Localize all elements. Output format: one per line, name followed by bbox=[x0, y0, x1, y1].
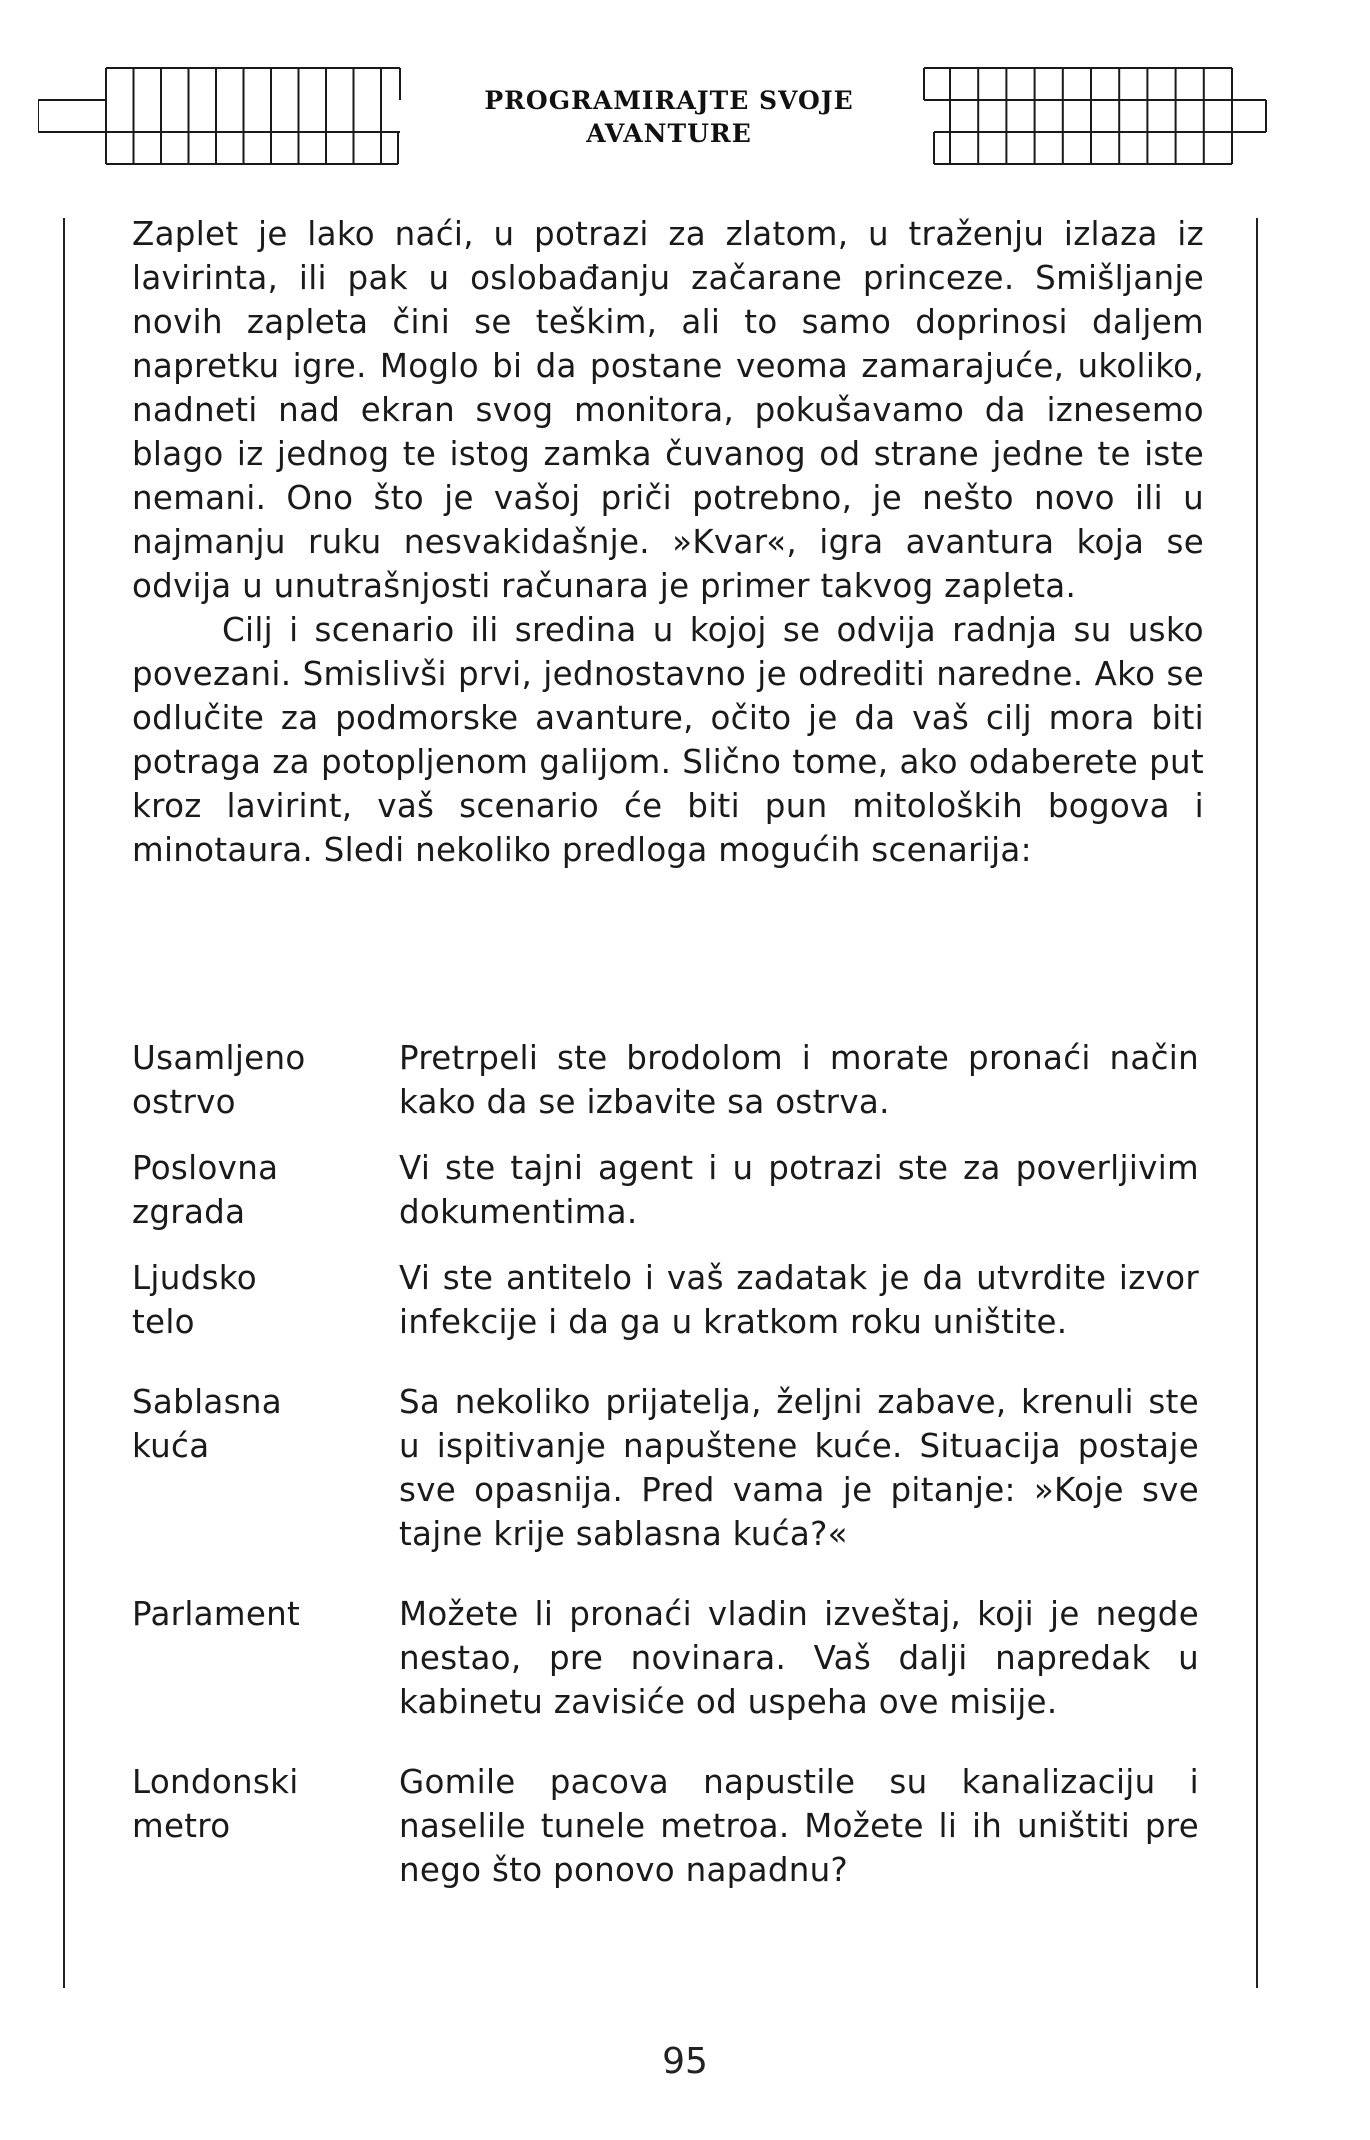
scenario-item bbox=[132, 1256, 1212, 1344]
scenario-description: Sa nekoliko prijatelja, željni zabave, krenuli ste u ispitivanje napuštene kuće. Situacija postaje sve opasnija. Pred vama je pitanje: »Koje sve tajne krije sablasna kuća?« bbox=[399, 1383, 1199, 1553]
scenario-name-line: Londonski bbox=[132, 1763, 299, 1801]
scenario-name bbox=[132, 1146, 399, 1234]
scenario-name bbox=[132, 1380, 399, 1468]
scenario-name bbox=[132, 1592, 399, 1636]
paragraph-goal-scenario: Cilj i scenario ili sredina u kojoj se odvija radnja su usko povezani. Smislivši prvi, jednostavno je odrediti naredne. Ako se odlučite za podmorske avanture, očito je da vaš cilj mora biti potraga za potopljenom galijom. Slično tome, ako odaberete put kroz lavirint, vaš scenario će biti pun mitoloških bogova i minotaura. Sledi nekoliko predloga mogućih scenarija: bbox=[132, 611, 1204, 869]
scenario-list bbox=[132, 1036, 1212, 1892]
scenario-name-line: telo bbox=[132, 1303, 195, 1341]
left-margin-rule bbox=[63, 218, 65, 1988]
paragraph-plot: Zaplet je lako naći, u potrazi za zlatom, u traženju izlaza iz lavirinta, ili pak u oslobađanju začarane princeze. Smišljanje novih zapleta čini se teškim, ali to samo doprinosi daljem napretku igre. Moglo bi da postane veoma zamarajuće, ukoliko, nadneti nad ekran svog monitora, pokušavamo da iznesemo blago iz jednog te istog zamka čuvanog od strane jedne te iste nemani. Ono što je vašoj priči potrebno, je nešto novo ili u najmanju ruku nesvakidašnje. »Kvar«, igra avantura koja se odvija u unutrašnjosti računara je primer takvog zapleta. bbox=[132, 215, 1204, 605]
page-header bbox=[38, 62, 1268, 172]
scenario-name bbox=[132, 1036, 399, 1124]
scenario-description: Gomile pacova napustile su kanalizaciju i naselile tunele metroa. Možete li ih uništiti pre nego što ponovo napadnu? bbox=[399, 1763, 1199, 1889]
scenario-item bbox=[132, 1380, 1212, 1556]
scenario-name-line: Sablasna bbox=[132, 1383, 282, 1421]
scenario-description: Pretrpeli ste brodolom i morate pronaći način kako da se izbavite sa ostrva. bbox=[399, 1039, 1199, 1121]
scenario-name bbox=[132, 1760, 399, 1848]
scenario-name-line: Ljudsko bbox=[132, 1259, 257, 1297]
scenario-item bbox=[132, 1592, 1212, 1724]
scenario-name-line: Parlament bbox=[132, 1595, 301, 1633]
scenario-item bbox=[132, 1146, 1212, 1234]
body-text bbox=[132, 212, 1204, 872]
scenario-name-line: kuća bbox=[132, 1427, 210, 1465]
scenario-description: Vi ste tajni agent i u potrazi ste za poverljivim dokumentima. bbox=[399, 1149, 1199, 1231]
running-title bbox=[436, 84, 902, 150]
running-title-line-1: PROGRAMIRAJTE SVOJE bbox=[484, 86, 854, 115]
scenario-name bbox=[132, 1256, 399, 1344]
scenario-name-line: metro bbox=[132, 1807, 231, 1845]
scenario-name-line: ostrvo bbox=[132, 1083, 236, 1121]
scenario-description: Vi ste antitelo i vaš zadatak je da utvrdite izvor infekcije i da ga u kratkom roku uništite. bbox=[399, 1259, 1199, 1341]
right-margin-rule bbox=[1256, 218, 1258, 1988]
page-number: 95 bbox=[662, 2041, 708, 2082]
scenario-item bbox=[132, 1760, 1212, 1892]
running-title-line-2: AVANTURE bbox=[586, 119, 752, 148]
scenario-item bbox=[132, 1036, 1212, 1124]
scenario-name-line: zgrada bbox=[132, 1193, 246, 1231]
scenario-name-line: Poslovna bbox=[132, 1149, 279, 1187]
scenario-description: Možete li pronaći vladin izveštaj, koji je negde nestao, pre novinara. Vaš dalji napredak u kabinetu zavisiće od uspeha ove misije. bbox=[399, 1595, 1199, 1721]
scenario-name-line: Usamljeno bbox=[132, 1039, 306, 1077]
